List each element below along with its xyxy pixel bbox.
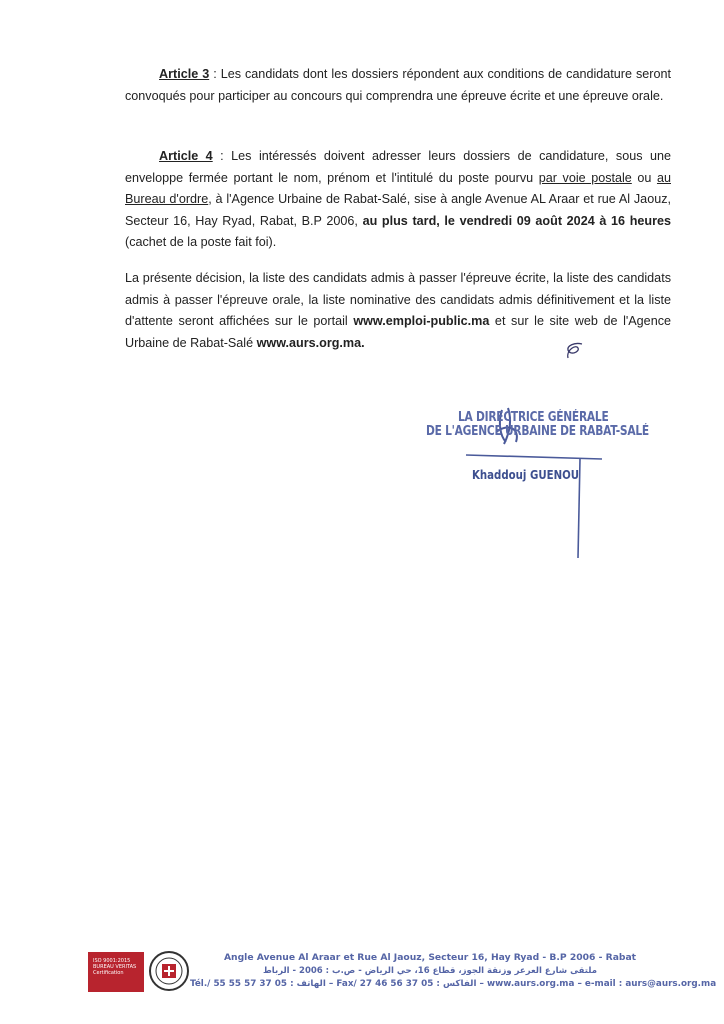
bureau-ordre-text: au Bureau d'ordre <box>125 170 671 206</box>
article-3-paragraph: Article 3 : Les candidats dont les dossiers répondent aux conditions de candidature seront convoqués pour participer au concours qui comprendra une épreuve écrite et une épreuve orale. <box>125 67 671 103</box>
pen-mark-icon <box>562 340 586 362</box>
postal-mail-text: par voie postale <box>538 170 632 185</box>
article-4-paragraph: Article 4 : Les intéressés doivent adresser leurs dossiers de candidature, sous une enveloppe fermée portant le nom, prénom et l'intitulé du poste pourvu par voie postale ou au Bureau d'ordre, à l'Agence Urbaine de Rabat-Salé, sise à angle Avenue AL Araar et rue Al Jaouz, Secteur 16, Hay Ryad, Rabat, B.P 2006, au plus tard, le vendredi 09 août 2024 à 16 heures (cachet de la poste fait foi). <box>125 149 672 249</box>
stamp-agency: DE L'AGENCE URBAINE DE RABAT-SALÉ <box>426 424 649 439</box>
footer-address-ar: ملتقى شارع العرعر وزنقة الجوز، قطاع 16، حي الرياض - ص.ب : 2006 - الرباط <box>262 966 598 976</box>
deadline-text: au plus tard, le vendredi 09 août 2024 à 16 heures <box>362 213 672 228</box>
footer-address-fr: Angle Avenue Al Araar et Rue Al Jaouz, Secteur 16, Hay Ryad - B.P 2006 - Rabat <box>223 952 637 963</box>
closing-paragraph: La présente décision, la liste des candidats admis à passer l'épreuve écrite, la liste des candidats admis à passer l'épreuve orale, la liste nominative des candidats admis définitivement et la liste d'attente seront affichées sur le portail www.emploi-public.ma et sur le site web de l'Agence Urbaine de Rabat-Salé www.aurs.org.ma. <box>125 271 671 350</box>
bureau-veritas-logo: ISO 9001:2015 BUREAU VERITAS Certification <box>88 952 144 992</box>
footer-contact: Tél./ الهاتف : 05 37 57 55 55 – Fax/ الفاكس : 05 37 56 46 27 – www.aurs.org.ma – e-mail : aurs@aurs.org.ma <box>190 979 717 989</box>
certification-seal-icon <box>148 950 190 992</box>
article-3-label: Article 3 <box>159 67 210 81</box>
aurs-website-link[interactable]: www.aurs.org.ma. <box>256 335 365 350</box>
signature-stamp <box>420 402 649 572</box>
certification-logo <box>88 950 188 992</box>
emploi-public-link[interactable]: www.emploi-public.ma <box>353 314 490 328</box>
stamp-title: LA DIRECTRICE GÉNÉRALE <box>458 410 609 425</box>
article-3-text: Les candidats dont les dossiers répondent aux conditions de candidature seront convoqués pour participer au concours qui comprendra une épreuve écrite et une épreuve orale. <box>125 67 671 103</box>
signatory-name: Khaddouj GUENOU <box>472 468 580 482</box>
article-4-label: Article 4 <box>159 149 213 163</box>
